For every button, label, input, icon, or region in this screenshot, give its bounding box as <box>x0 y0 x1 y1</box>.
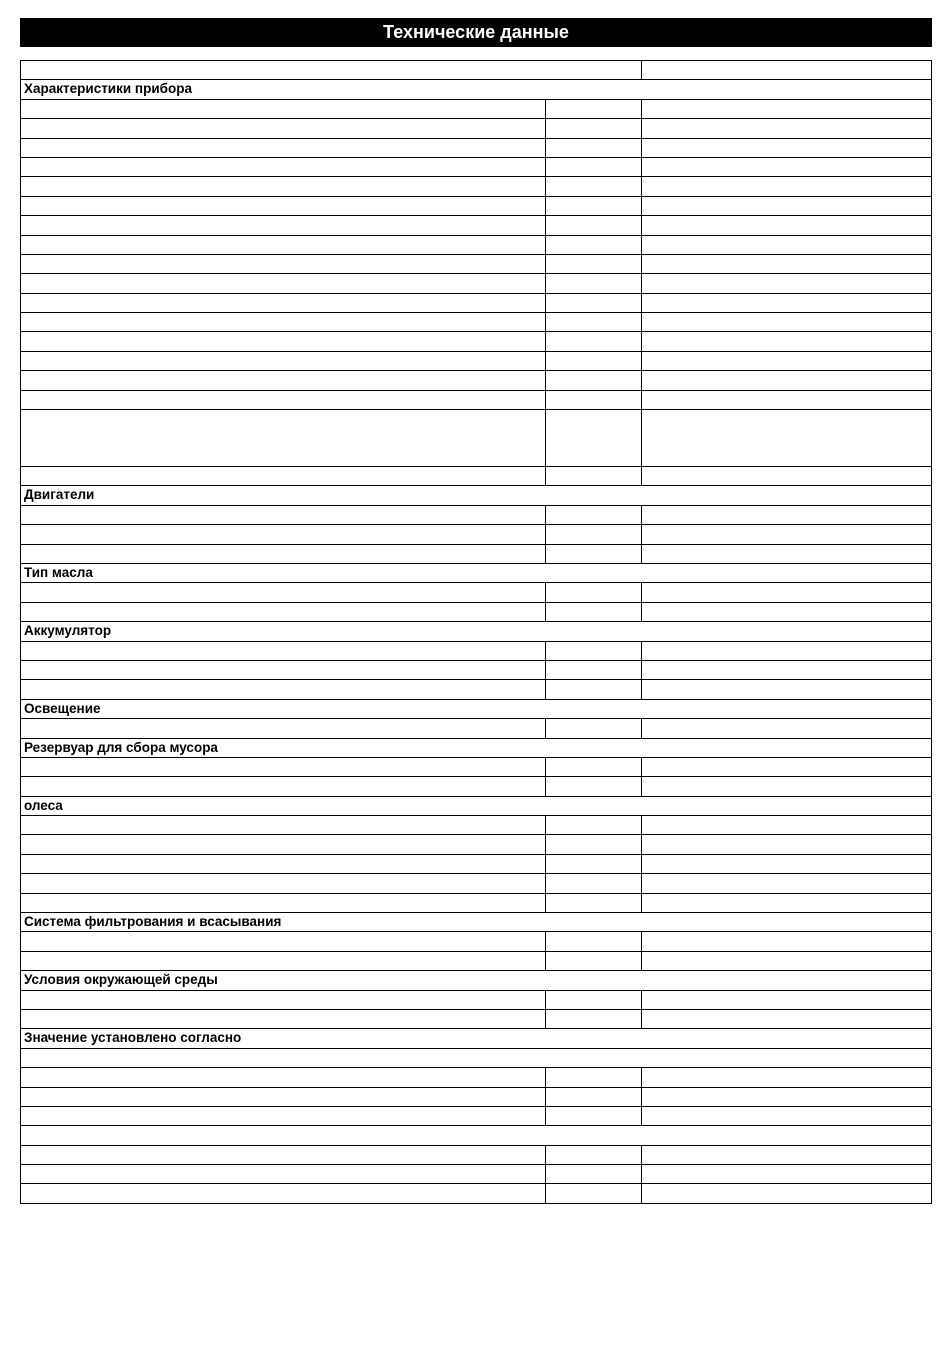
unit-cell <box>546 719 642 738</box>
parameter-cell <box>21 660 546 679</box>
unit-cell <box>546 777 642 796</box>
parameter-cell <box>21 777 546 796</box>
value-cell <box>642 177 932 196</box>
table-row <box>21 951 932 970</box>
value-cell <box>642 1184 932 1203</box>
value-cell <box>642 874 932 893</box>
parameter-cell <box>21 951 546 970</box>
section-header: Значение установлено согласно <box>21 1029 932 1048</box>
unit-cell <box>546 1087 642 1106</box>
table-row <box>21 390 932 409</box>
parameter-cell <box>21 583 546 602</box>
parameter-cell <box>21 854 546 873</box>
value-cell <box>642 602 932 621</box>
parameter-cell <box>21 332 546 351</box>
parameter-cell <box>21 719 546 738</box>
unit-cell <box>546 525 642 544</box>
value-cell <box>642 719 932 738</box>
table-row <box>21 505 932 524</box>
unit-cell <box>546 196 642 215</box>
unit-cell <box>546 680 642 699</box>
table-row <box>21 1184 932 1203</box>
table-row <box>21 1009 932 1028</box>
parameter-cell <box>21 525 546 544</box>
header-cell <box>21 61 642 80</box>
value-cell <box>642 660 932 679</box>
table-row <box>21 467 932 486</box>
value-cell <box>642 1087 932 1106</box>
section-header-row <box>21 738 932 757</box>
table-row <box>21 816 932 835</box>
parameter-cell <box>21 274 546 293</box>
spacer-cell <box>21 1126 932 1145</box>
value-cell <box>642 332 932 351</box>
table-header-row <box>21 61 932 80</box>
section-header-row <box>21 563 932 582</box>
parameter-cell <box>21 816 546 835</box>
unit-cell <box>546 816 642 835</box>
parameter-cell <box>21 138 546 157</box>
value-cell <box>642 1068 932 1087</box>
parameter-cell <box>21 757 546 776</box>
value-cell <box>642 371 932 390</box>
unit-cell <box>546 1106 642 1125</box>
unit-cell <box>546 990 642 1009</box>
parameter-cell <box>21 293 546 312</box>
unit-cell <box>546 410 642 467</box>
parameter-cell <box>21 99 546 118</box>
section-header-row <box>21 971 932 990</box>
table-row <box>21 719 932 738</box>
unit-cell <box>546 157 642 176</box>
unit-cell <box>546 1009 642 1028</box>
spacer-row <box>21 1126 932 1145</box>
table-row <box>21 138 932 157</box>
unit-cell <box>546 138 642 157</box>
value-cell <box>642 157 932 176</box>
table-row <box>21 293 932 312</box>
value-cell <box>642 505 932 524</box>
unit-cell <box>546 1068 642 1087</box>
section-header-row <box>21 699 932 718</box>
parameter-cell <box>21 216 546 235</box>
value-cell <box>642 467 932 486</box>
table-row <box>21 119 932 138</box>
value-cell <box>642 641 932 660</box>
table-row <box>21 254 932 273</box>
value-cell <box>642 757 932 776</box>
section-header: олеса <box>21 796 932 815</box>
parameter-cell <box>21 351 546 370</box>
table-row <box>21 1068 932 1087</box>
value-cell <box>642 525 932 544</box>
unit-cell <box>546 390 642 409</box>
table-row <box>21 641 932 660</box>
value-cell <box>642 583 932 602</box>
table-row <box>21 1087 932 1106</box>
parameter-cell <box>21 544 546 563</box>
spacer-row <box>21 1048 932 1067</box>
technical-data-table <box>20 60 932 1204</box>
parameter-cell <box>21 1165 546 1184</box>
value-cell <box>642 990 932 1009</box>
unit-cell <box>546 254 642 273</box>
value-cell <box>642 680 932 699</box>
section-header: Освещение <box>21 699 932 718</box>
value-cell <box>642 196 932 215</box>
table-row <box>21 544 932 563</box>
section-header: Тип масла <box>21 563 932 582</box>
parameter-cell <box>21 410 546 467</box>
unit-cell <box>546 235 642 254</box>
unit-cell <box>546 99 642 118</box>
section-header-row <box>21 622 932 641</box>
table-row <box>21 351 932 370</box>
value-cell <box>642 351 932 370</box>
parameter-cell <box>21 1145 546 1164</box>
parameter-cell <box>21 371 546 390</box>
value-cell <box>642 777 932 796</box>
parameter-cell <box>21 932 546 951</box>
value-cell <box>642 893 932 912</box>
section-header: Двигатели <box>21 486 932 505</box>
value-cell <box>642 816 932 835</box>
parameter-cell <box>21 835 546 854</box>
spacer-cell <box>21 1048 932 1067</box>
value-cell <box>642 1009 932 1028</box>
table-row <box>21 1106 932 1125</box>
unit-cell <box>546 1184 642 1203</box>
unit-cell <box>546 505 642 524</box>
header-value-cell <box>642 61 932 80</box>
table-row <box>21 602 932 621</box>
table-row <box>21 313 932 332</box>
value-cell <box>642 138 932 157</box>
table-row <box>21 332 932 351</box>
table-row <box>21 757 932 776</box>
section-header-row <box>21 1029 932 1048</box>
section-header: Система фильтрования и всасывания <box>21 913 932 932</box>
unit-cell <box>546 757 642 776</box>
table-row <box>21 990 932 1009</box>
unit-cell <box>546 893 642 912</box>
table-row <box>21 177 932 196</box>
unit-cell <box>546 332 642 351</box>
table-row <box>21 583 932 602</box>
value-cell <box>642 410 932 467</box>
section-header-row <box>21 80 932 99</box>
table-row <box>21 371 932 390</box>
parameter-cell <box>21 1184 546 1203</box>
parameter-cell <box>21 641 546 660</box>
parameter-cell <box>21 602 546 621</box>
unit-cell <box>546 1145 642 1164</box>
value-cell <box>642 932 932 951</box>
section-header-row <box>21 486 932 505</box>
parameter-cell <box>21 177 546 196</box>
parameter-cell <box>21 313 546 332</box>
value-cell <box>642 235 932 254</box>
table-row <box>21 1145 932 1164</box>
parameter-cell <box>21 235 546 254</box>
table-row <box>21 196 932 215</box>
value-cell <box>642 254 932 273</box>
table-row <box>21 157 932 176</box>
value-cell <box>642 1145 932 1164</box>
table-row <box>21 835 932 854</box>
section-header-row <box>21 796 932 815</box>
parameter-cell <box>21 1087 546 1106</box>
section-header: Характеристики прибора <box>21 80 932 99</box>
unit-cell <box>546 602 642 621</box>
table-row <box>21 235 932 254</box>
parameter-cell <box>21 874 546 893</box>
parameter-cell <box>21 254 546 273</box>
parameter-cell <box>21 1009 546 1028</box>
value-cell <box>642 119 932 138</box>
unit-cell <box>546 660 642 679</box>
value-cell <box>642 544 932 563</box>
unit-cell <box>546 313 642 332</box>
table-row <box>21 777 932 796</box>
parameter-cell <box>21 119 546 138</box>
unit-cell <box>546 467 642 486</box>
section-header: Аккумулятор <box>21 622 932 641</box>
table-row <box>21 274 932 293</box>
parameter-cell <box>21 1106 546 1125</box>
value-cell <box>642 313 932 332</box>
unit-cell <box>546 351 642 370</box>
value-cell <box>642 1106 932 1125</box>
value-cell <box>642 1165 932 1184</box>
value-cell <box>642 951 932 970</box>
unit-cell <box>546 216 642 235</box>
technical-data-body <box>21 61 932 1204</box>
parameter-cell <box>21 505 546 524</box>
value-cell <box>642 274 932 293</box>
section-header-row <box>21 913 932 932</box>
value-cell <box>642 216 932 235</box>
table-row <box>21 1165 932 1184</box>
unit-cell <box>546 583 642 602</box>
unit-cell <box>546 835 642 854</box>
table-row <box>21 932 932 951</box>
table-row <box>21 99 932 118</box>
table-row <box>21 680 932 699</box>
parameter-cell <box>21 990 546 1009</box>
parameter-cell <box>21 157 546 176</box>
unit-cell <box>546 177 642 196</box>
unit-cell <box>546 544 642 563</box>
parameter-cell <box>21 1068 546 1087</box>
unit-cell <box>546 1165 642 1184</box>
unit-cell <box>546 371 642 390</box>
parameter-cell <box>21 196 546 215</box>
value-cell <box>642 293 932 312</box>
table-row <box>21 216 932 235</box>
unit-cell <box>546 854 642 873</box>
value-cell <box>642 854 932 873</box>
unit-cell <box>546 119 642 138</box>
parameter-cell <box>21 467 546 486</box>
table-row <box>21 660 932 679</box>
value-cell <box>642 390 932 409</box>
table-row <box>21 525 932 544</box>
unit-cell <box>546 274 642 293</box>
value-cell <box>642 99 932 118</box>
unit-cell <box>546 874 642 893</box>
unit-cell <box>546 951 642 970</box>
parameter-cell <box>21 680 546 699</box>
table-row <box>21 874 932 893</box>
unit-cell <box>546 293 642 312</box>
value-cell <box>642 835 932 854</box>
section-header: Резервуар для сбора мусора <box>21 738 932 757</box>
section-header: Условия окружающей среды <box>21 971 932 990</box>
unit-cell <box>546 932 642 951</box>
table-row <box>21 410 932 467</box>
parameter-cell <box>21 390 546 409</box>
parameter-cell <box>21 893 546 912</box>
unit-cell <box>546 641 642 660</box>
table-row <box>21 893 932 912</box>
page-title: Технические данные <box>20 18 932 47</box>
table-row <box>21 854 932 873</box>
